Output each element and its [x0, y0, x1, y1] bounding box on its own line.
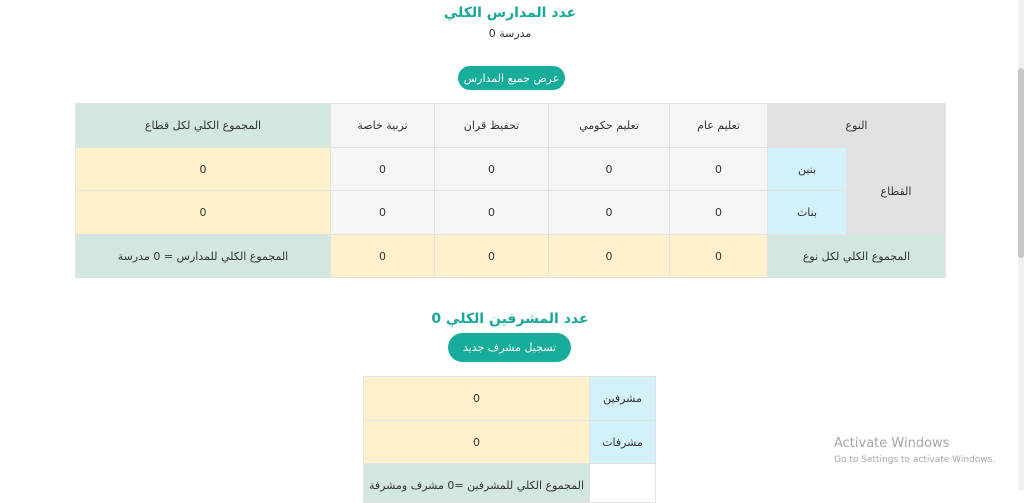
table-cell: 0 — [669, 190, 768, 235]
supervisors-total: المجموع الكلي للمشرفين =0 مشرف ومشرفة — [363, 463, 590, 503]
table-cell: 0 — [330, 190, 435, 235]
row-total: 0 — [75, 147, 331, 191]
show-all-schools-button[interactable]: عرض جميع المدارس — [458, 66, 565, 90]
column-header: تربية خاصة — [330, 103, 435, 148]
column-header: تعليم عام — [669, 103, 768, 148]
table-cell: 0 — [669, 147, 768, 191]
table-cell: 0 — [548, 190, 670, 235]
total-per-sector-header: المجموع الكلي لكل قطاع — [75, 103, 331, 148]
total-row-cell: 0 — [669, 234, 768, 278]
supervisors-male-label: مشرفين — [589, 376, 656, 421]
table-cell: 0 — [330, 147, 435, 191]
schools-count: 0 مدرسة — [488, 27, 532, 40]
supervisors-female-label: مشرفات — [589, 420, 656, 464]
table-cell: 0 — [434, 190, 549, 235]
register-supervisor-button[interactable]: تسجيل مشرف جديد — [448, 333, 571, 362]
supervisors-total-blank — [589, 463, 656, 503]
schools-title: عدد المدارس الكلي — [443, 5, 577, 21]
supervisors-female-value: 0 — [363, 420, 590, 464]
supervisors-male-value: 0 — [363, 376, 590, 421]
scrollbar-thumb[interactable] — [1018, 68, 1024, 258]
grand-total: المجموع الكلي للمدارس = 0 مدرسة — [75, 234, 331, 278]
type-header: النوع — [767, 103, 946, 148]
row-total: 0 — [75, 190, 331, 235]
column-header: تحفيظ قران — [434, 103, 549, 148]
table-cell: 0 — [548, 147, 670, 191]
sector-label: القطاع — [846, 147, 946, 235]
activate-windows-title: Activate Windows — [834, 436, 950, 451]
total-row-label: المجموع الكلي لكل نوع — [767, 234, 946, 278]
table-cell: 0 — [434, 147, 549, 191]
row-label-boys: بنين — [767, 147, 847, 191]
supervisors-title: عدد المشرفين الكلي 0 — [431, 311, 589, 327]
total-row-cell: 0 — [434, 234, 549, 278]
column-header: تعليم حكومي — [548, 103, 670, 148]
total-row-cell: 0 — [330, 234, 435, 278]
row-label-girls: بنات — [767, 190, 847, 235]
total-row-cell: 0 — [548, 234, 670, 278]
page-scrollbar[interactable] — [1018, 0, 1024, 490]
activate-windows-subtitle: Go to Settings to activate Windows. — [834, 455, 996, 465]
